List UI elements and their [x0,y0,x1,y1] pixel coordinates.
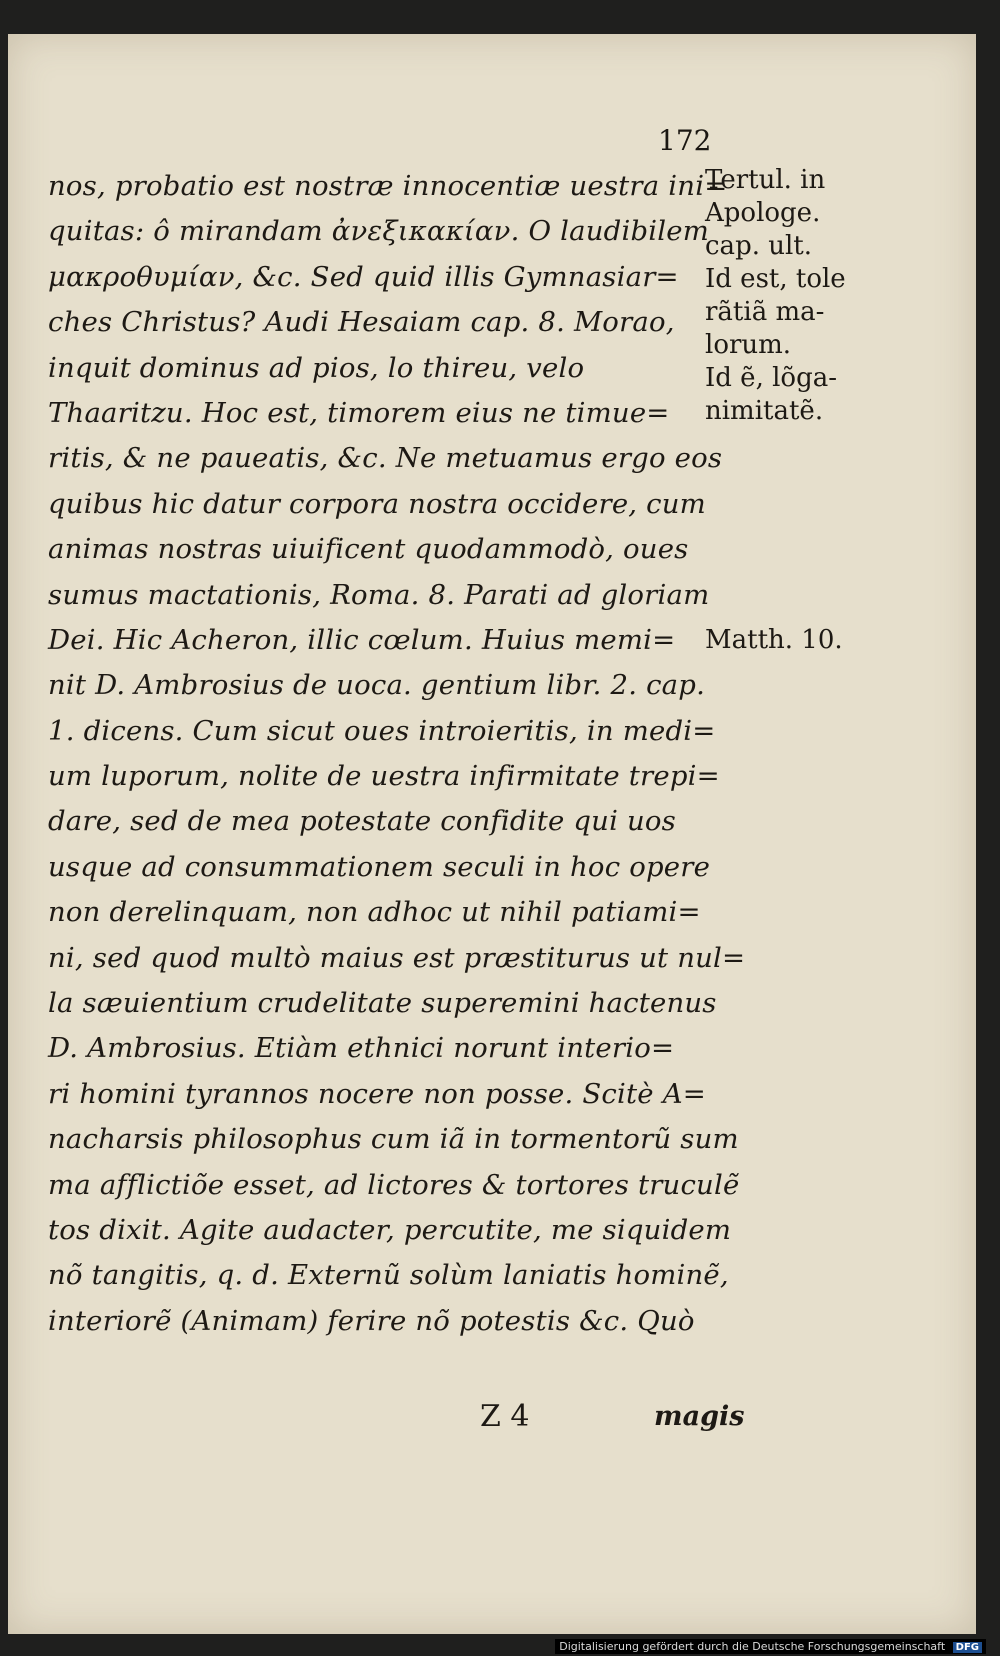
marginal-notes [705,164,875,657]
text-line: quibus hic datur corpora nostra occidere, cum [48,487,706,520]
text-line: dare, sed de mea potestate confidite qui uos [48,805,676,838]
text-line: ma afflictiõe esset, ad lictores & tortores truculẽ [48,1168,740,1201]
margin-note-line: Id est, tole [705,264,846,294]
margin-note-line: nimitatẽ. [705,396,824,426]
text-line: um luporum, nolite de uestra infirmitate trepi= [48,760,720,793]
margin-note-line: lorum. [705,330,792,360]
text-line: nos, probatio est nostræ innocentiæ uestra ini= [48,170,728,202]
text-line: nit D. Ambrosius de uoca. gentium libr. 2. cap. [48,669,706,702]
text-line: la sæuientium crudelitate superemini hactenus [48,987,717,1020]
catchword: magis [654,1401,745,1432]
text-line: Dei. Hic Acheron, illic cœlum. Huius memi= [48,623,676,656]
text-line: ritis, & ne paueatis, &c. Ne metuamus ergo eos [48,442,723,475]
credit-text: Digitalisierung gefördert durch die Deutsche Forschungsgemeinschaft [559,1640,946,1653]
page-number: 172 [658,124,712,157]
text-line: D. Ambrosius. Etiàm ethnici norunt interio= [48,1032,675,1065]
margin-note-line: Id ẽ, lõga- [705,363,837,393]
text-line: ri homini tyrannos nocere non posse. Scitè A= [48,1077,707,1110]
margin-note-line: cap. ult. [705,231,813,261]
text-line: usque ad consummationem seculi in hoc opere [48,850,711,883]
text-line: quitas: ô mirandam ἀνεξικακίαν. O laudibilem [48,215,710,248]
signature-mark: Z 4 [480,1399,530,1434]
margin-note-line: Apologe. [705,198,821,228]
book-page [8,34,976,1634]
margin-note-matthew: Matth. 10. [705,625,843,655]
text-line: tos dixit. Agite audacter, percutite, me siquidem [48,1213,732,1246]
text-line: interiorẽ (Animam) ferire nõ potestis &c. Quò [48,1304,695,1337]
text-line: ni, sed quod multò maius est præstiturus ut nul= [48,941,746,974]
main-text-block [48,164,746,1344]
page-foot [48,1399,745,1439]
text-line: nacharsis philosophus cum iã in tormentorũ sum [48,1123,739,1156]
text-line: μακροθυμίαν, &c. Sed quid illis Gymnasiar= [48,260,679,293]
text-line: Thaaritzu. Hoc est, timorem eius ne timue= [48,396,670,429]
margin-note-line: rãtiã ma- [705,297,825,327]
text-line: sumus mactationis, Roma. 8. Parati ad gloriam [48,578,710,611]
digitization-credit [555,1639,986,1654]
text-line: non derelinquam, non adhoc ut nihil patiami= [48,896,701,929]
text-line: inquit dominus ad pios, lo thireu, velo [48,351,585,384]
text-line: nõ tangitis, q. d. Externũ solùm laniatis hominẽ, [48,1259,729,1292]
margin-spacer [705,428,875,624]
text-line: animas nostras uiuificent quodammodò, oues [48,533,689,566]
text-line: ches Christus? Audi Hesaiam cap. 8. Morao, [48,306,675,339]
dfg-logo-icon: DFG [953,1642,982,1653]
text-line: 1. dicens. Cum sicut oues introieritis, in medi= [48,714,716,747]
margin-note-line: Tertul. in [705,165,826,195]
